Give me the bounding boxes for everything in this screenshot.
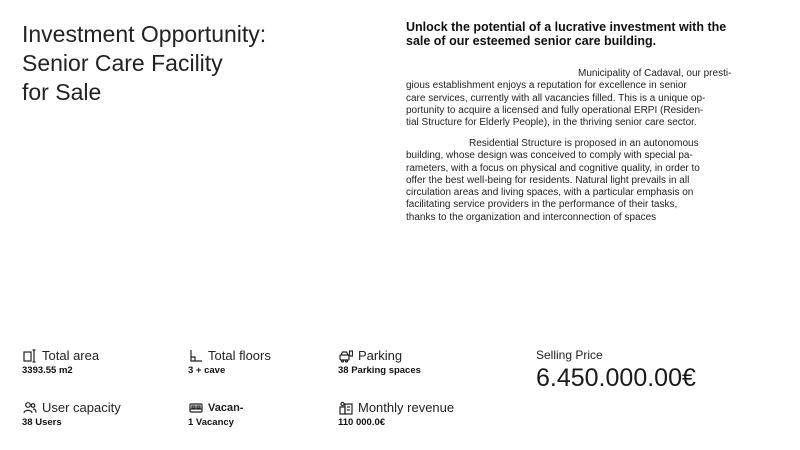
title-line: Investment Opportunity: <box>22 21 267 47</box>
paragraph-line: facilitating service providers in the performance of their tasks, <box>406 199 678 211</box>
floors-icon <box>188 349 203 363</box>
intro-line: sale of our esteemed senior care building. <box>406 34 657 48</box>
stat-label: User capacity <box>42 400 121 415</box>
paragraph-line: offer the best well-being for residents. Natural light prevails in all <box>406 174 690 186</box>
paragraph-line: care services, currently with all vacancies filled. This is a unique op- <box>406 92 706 104</box>
stat-value: 3 + cave <box>188 365 226 376</box>
stat-value: 110 000.0€ <box>338 417 386 428</box>
area-icon <box>22 349 37 363</box>
building-money-icon <box>338 401 353 415</box>
stat-parking <box>338 348 421 377</box>
stat-value: 38 Parking spaces <box>338 365 421 376</box>
stat-value: 3393.55 m2 <box>22 365 73 376</box>
users-icon <box>22 401 37 415</box>
intro-line: Unlock the potential of a lucrative investment with the <box>406 20 727 34</box>
paragraph-line: tial Structure for Elderly People), in the thriving senior care sector. <box>406 117 697 129</box>
paragraph-line: portunity to acquire a licensed and fully operational ERPI (Residen- <box>406 104 704 116</box>
paragraph-line: circulation areas and living spaces, with a particular emphasis on <box>406 187 694 199</box>
stat-monthly-revenue <box>338 400 454 429</box>
page-title <box>22 20 362 107</box>
paragraph-line: thanks to the organization and interconnection of spaces <box>406 211 657 223</box>
paragraph-line: Residential Structure is proposed in an autonomous <box>469 138 699 149</box>
selling-price <box>536 348 696 393</box>
paragraph-line: rameters, with a focus on physical and cognitive quality, in order to <box>406 162 700 174</box>
price-label: Selling Price <box>536 348 603 362</box>
description-paragraph-1 <box>406 68 776 129</box>
stat-label: Monthly revenue <box>358 400 455 415</box>
description-paragraph-2 <box>406 138 776 224</box>
stat-label: Total floors <box>208 348 271 363</box>
stat-total-area <box>22 348 99 377</box>
stat-label: Parking <box>358 348 403 363</box>
intro-text <box>406 20 776 48</box>
title-line: Senior Care Facility <box>22 50 223 76</box>
stat-total-floors <box>188 348 271 377</box>
stat-label: Total area <box>42 348 100 363</box>
price-value: 6.450.000.00€ <box>536 364 696 392</box>
paragraph-line: building, whose design was conceived to comply with special pa- <box>406 150 693 162</box>
paragraph-line: gious establishment enjoys a reputation for excellence in senior <box>406 80 687 92</box>
bed-icon <box>188 401 203 415</box>
stat-value: 38 Users <box>22 417 62 428</box>
car-icon <box>338 349 353 363</box>
stat-value: 1 Vacancy <box>188 417 234 428</box>
stat-vacancy <box>188 400 243 429</box>
stat-label: Vacan- <box>208 402 244 414</box>
stat-user-capacity <box>22 400 121 429</box>
title-line: for Sale <box>22 79 102 105</box>
paragraph-line: Municipality of Cadaval, our presti- <box>578 68 732 79</box>
